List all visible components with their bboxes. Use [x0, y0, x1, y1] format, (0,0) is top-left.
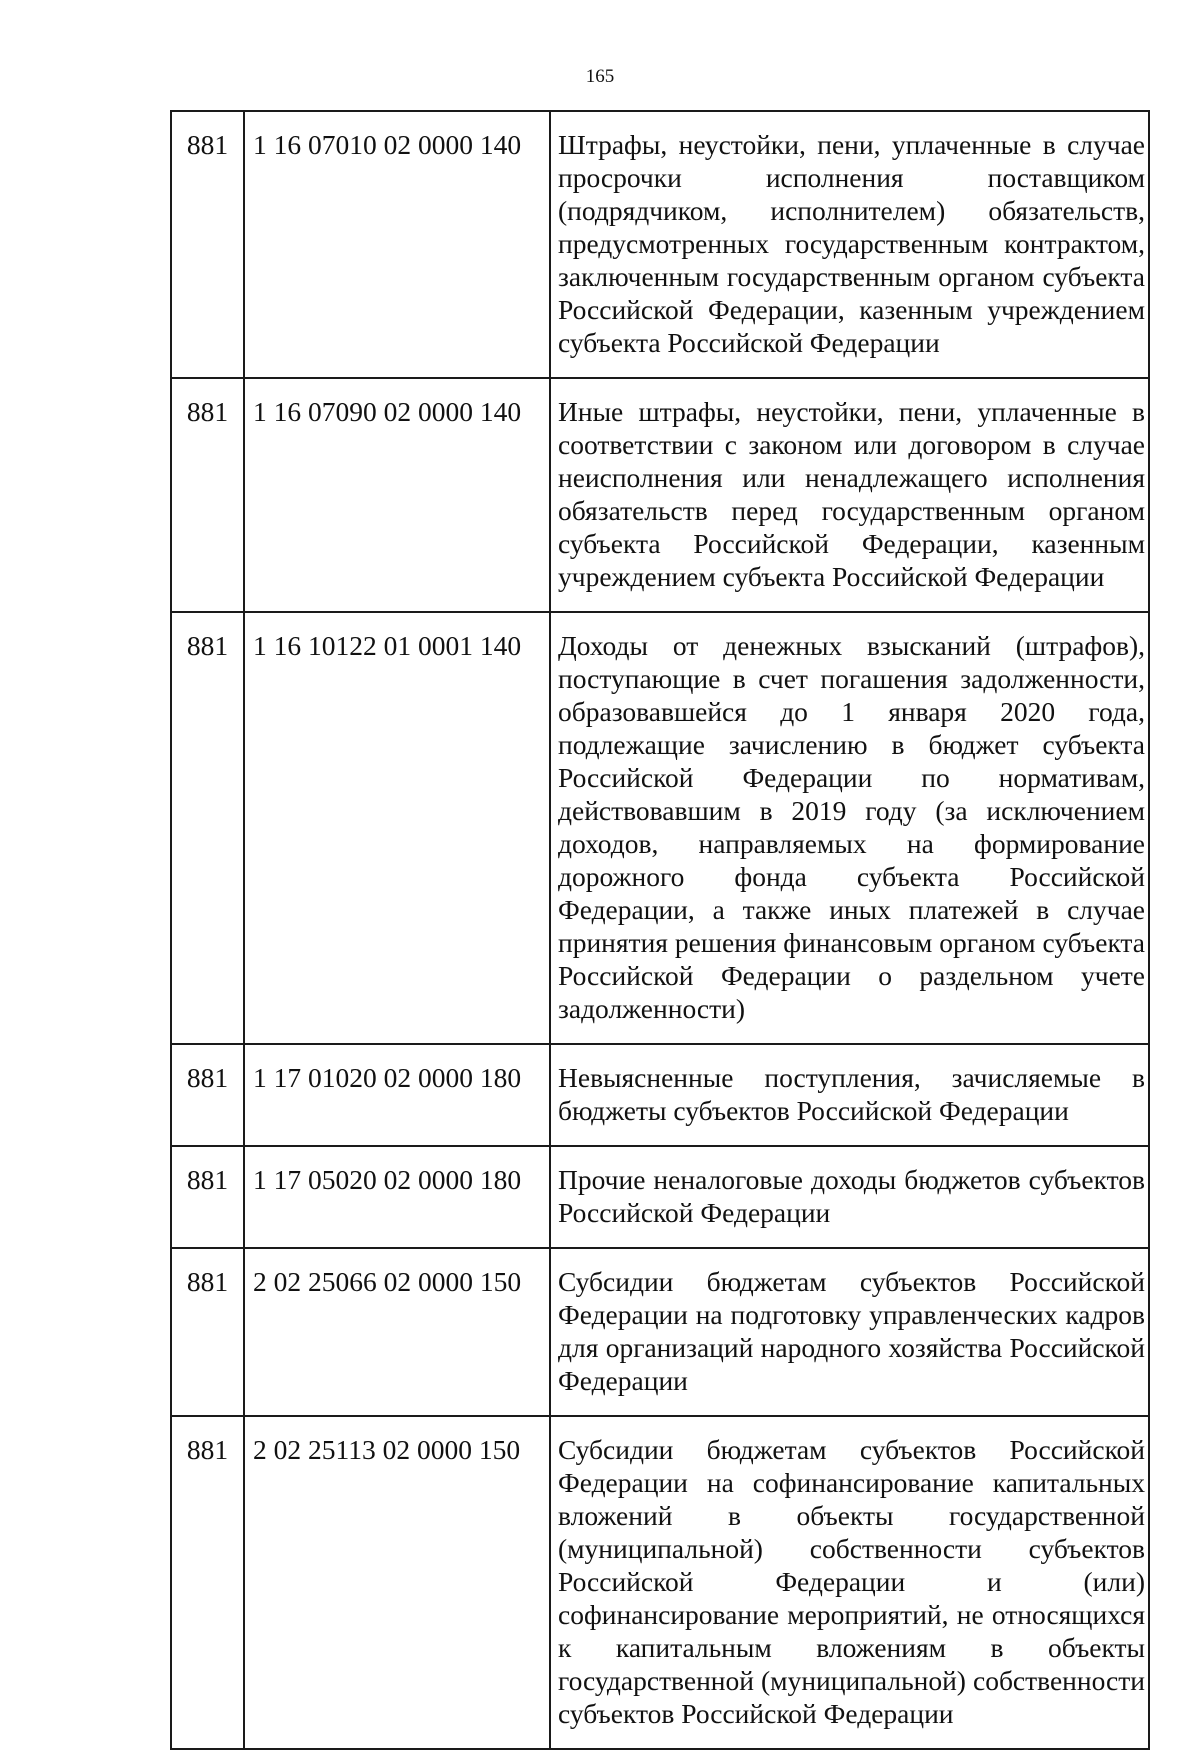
budget-classification-code-cell: 1 17 05020 02 0000 180 [244, 1146, 550, 1248]
table-row [171, 1248, 1149, 1416]
budget-classification-code-cell: 2 02 25113 02 0000 150 [244, 1416, 550, 1749]
table-row [171, 111, 1149, 378]
table-row [171, 1416, 1149, 1749]
budget-classification-code-cell: 1 16 07010 02 0000 140 [244, 111, 550, 378]
admin-code-cell: 881 [171, 1416, 244, 1749]
admin-code-cell: 881 [171, 1044, 244, 1146]
admin-code-cell: 881 [171, 612, 244, 1044]
revenue-description-cell: Субсидии бюджетам субъектов Российской Федерации на подготовку управленческих кадров для организаций народного хозяйства Российской Федерации [550, 1248, 1149, 1416]
admin-code-cell: 881 [171, 111, 244, 378]
budget-classification-code-cell: 1 16 07090 02 0000 140 [244, 378, 550, 612]
table-row [171, 378, 1149, 612]
revenue-description-cell: Прочие неналоговые доходы бюджетов субъектов Российской Федерации [550, 1146, 1149, 1248]
revenue-description-cell: Иные штрафы, неустойки, пени, уплаченные в соответствии с законом или договором в случае неисполнения или ненадлежащего исполнения обязательств перед государственным органом субъекта Российской Федерации, казенным учреждением субъекта Российской Федерации [550, 378, 1149, 612]
budget-codes-table [170, 110, 1150, 1750]
table-row [171, 1044, 1149, 1146]
revenue-description-cell: Доходы от денежных взысканий (штрафов), поступающие в счет погашения задолженности, образовавшейся до 1 января 2020 года, подлежащие зачислению в бюджет субъекта Российской Федерации по нормативам, действовавшим в 2019 году (за исключением доходов, направляемых на формирование дорожного фонда субъекта Российской Федерации, а также иных платежей в случае принятия решения финансовым органом субъекта Российской Федерации о раздельном учете задолженности) [550, 612, 1149, 1044]
table-row [171, 612, 1149, 1044]
revenue-description-cell: Штрафы, неустойки, пени, уплаченные в случае просрочки исполнения поставщиком (подрядчиком, исполнителем) обязательств, предусмотренных государственным контрактом, заключенным государственным органом субъекта Российской Федерации, казенным учреждением субъекта Российской Федерации [550, 111, 1149, 378]
page-number: 165 [585, 66, 615, 87]
budget-classification-code-cell: 1 17 01020 02 0000 180 [244, 1044, 550, 1146]
admin-code-cell: 881 [171, 1146, 244, 1248]
admin-code-cell: 881 [171, 1248, 244, 1416]
admin-code-cell: 881 [171, 378, 244, 612]
table-row [171, 1146, 1149, 1248]
revenue-description-cell: Невыясненные поступления, зачисляемые в бюджеты субъектов Российской Федерации [550, 1044, 1149, 1146]
budget-classification-code-cell: 1 16 10122 01 0001 140 [244, 612, 550, 1044]
revenue-description-cell: Субсидии бюджетам субъектов Российской Федерации на софинансирование капитальных вложений в объекты государственной (муниципальной) собственности субъектов Российской Федерации и (или) софинансирование мероприятий, не относящихся к капитальным вложениям в объекты государственной (муниципальной) собственности субъектов Российской Федерации [550, 1416, 1149, 1749]
budget-classification-code-cell: 2 02 25066 02 0000 150 [244, 1248, 550, 1416]
